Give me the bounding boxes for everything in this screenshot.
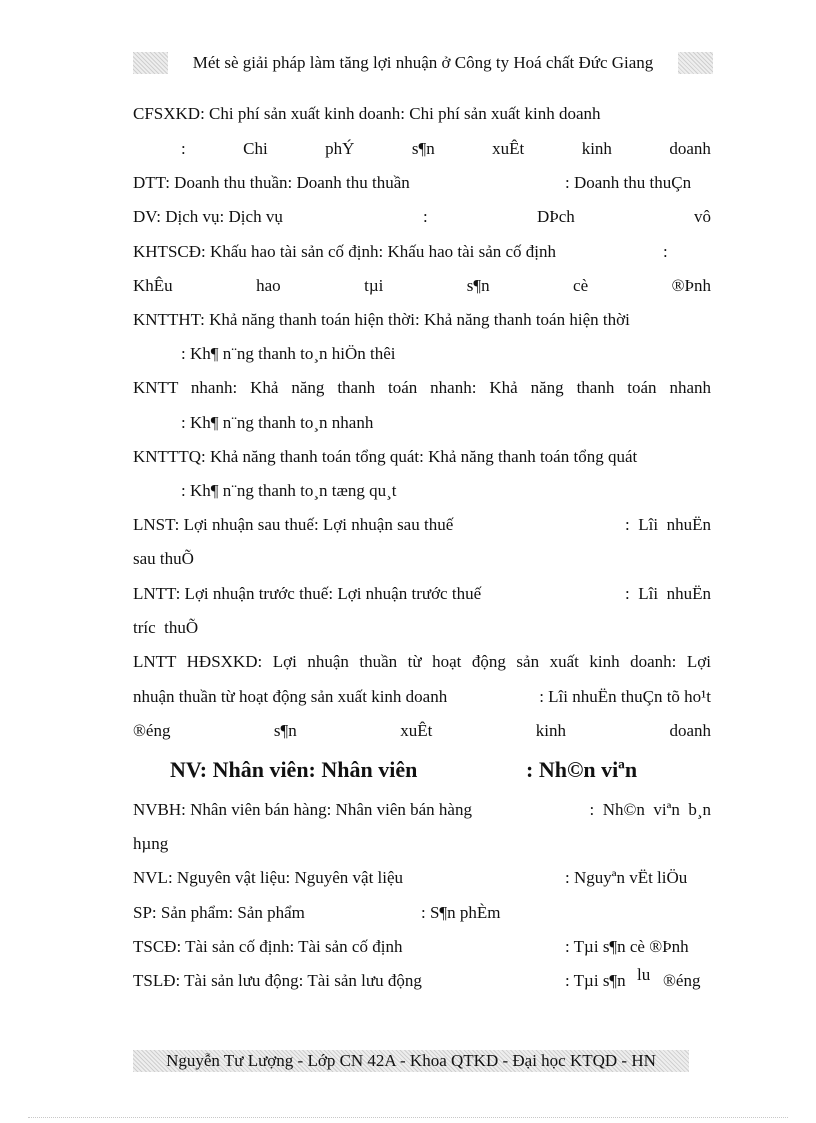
entry-kntt-nhanh: KNTT nhanh: Khả năng thanh toán nhanh: Khả năng thanh toán nhanh xyxy=(133,378,711,397)
entry-lntt-hdsxkd: LNTT HĐSXKD: Lợi nhuận thuần từ hoạt động sản xuất kinh doanh: Lợi xyxy=(133,652,711,671)
entry-lntt-hdsxkd-legacy: ®éng s¶n xuÊt kinh doanh xyxy=(133,721,711,740)
entry-dtt: DTT: Doanh thu thuần: Doanh thu thuần : Doanh thu thuÇn xyxy=(133,173,692,192)
entry-kntttq: KNTTTQ: Khả năng thanh toán tổng quát: Khả năng thanh toán tổng quát xyxy=(133,447,638,466)
entry-knttht-legacy: : Kh¶ n¨ng thanh to¸n hiÖn thêi xyxy=(181,344,396,363)
entry-lntt: LNTT: Lợi nhuận trước thuế: Lợi nhuận trước thuế : Lîi nhuËn xyxy=(133,584,711,603)
page-header: Mét sè giải pháp làm tăng lợi nhuận ở Công ty Hoá chất Đức Giang xyxy=(168,51,678,75)
entry-sp: SP: Sản phẩm: Sản phẩm : S¶n phÈm xyxy=(133,903,501,922)
entry-dv: DV: Dịch vụ: Dịch vụ : DÞch vô xyxy=(133,207,711,226)
entry-lntt-legacy: tríc thuÕ xyxy=(133,618,199,637)
entry-khtscd: KHTSCĐ: Khấu hao tài sản cố định: Khấu hao tài sản cố định : xyxy=(133,242,668,261)
entry-cfsxkd: CFSXKD: Chi phí sản xuất kinh doanh: Chi phí sản xuất kinh doanh xyxy=(133,104,601,123)
entry-nvbh: NVBH: Nhân viên bán hàng: Nhân viên bán hàng : Nh©n viªn b¸n xyxy=(133,800,711,819)
entry-lnst: LNST: Lợi nhuận sau thuế: Lợi nhuận sau thuế : Lîi nhuËn xyxy=(133,515,711,534)
entry-knttht: KNTTHT: Khả năng thanh toán hiện thời: Khả năng thanh toán hiện thời xyxy=(133,310,630,329)
entry-tscd: TSCĐ: Tài sản cố định: Tài sản cố định : Tµi s¶n cè ®Þnh xyxy=(133,937,689,956)
entry-cfsxkd-legacy: : Chi phÝ s¶n xuÊt kinh doanh xyxy=(181,139,711,158)
entry-kntt-nhanh-legacy: : Kh¶ n¨ng thanh to¸n nhanh xyxy=(181,413,374,432)
entry-khtscd-legacy: KhÊu hao tµi s¶n cè ®Þnh xyxy=(133,276,711,295)
bottom-divider xyxy=(28,1117,788,1118)
entry-nvbh-legacy: hµng xyxy=(133,834,169,853)
page-footer: Nguyễn Tư Lượng - Lớp CN 42A - Khoa QTKD - Đại học KTQD - HN xyxy=(166,1051,656,1070)
entry-tsld: TSLĐ: Tài sản lưu động: Tài sản lưu động : Tµi s¶n lu ®éng xyxy=(133,965,701,990)
entry-lntt-hdsxkd-cont: nhuận thuần từ hoạt động sản xuất kinh doanh : Lîi nhuËn thuÇn tõ ho¹t xyxy=(133,687,711,706)
entry-nvl: NVL: Nguyên vật liệu: Nguyên vật liệu : Nguyªn vËt liÖu xyxy=(133,868,688,887)
entry-lnst-legacy: sau thuÕ xyxy=(133,549,194,568)
entry-nv: NV: Nhân viên: Nhân viên : Nh©n viªn xyxy=(170,757,638,782)
entry-kntttq-legacy: : Kh¶ n¨ng thanh to¸n tæng qu¸t xyxy=(181,481,397,500)
